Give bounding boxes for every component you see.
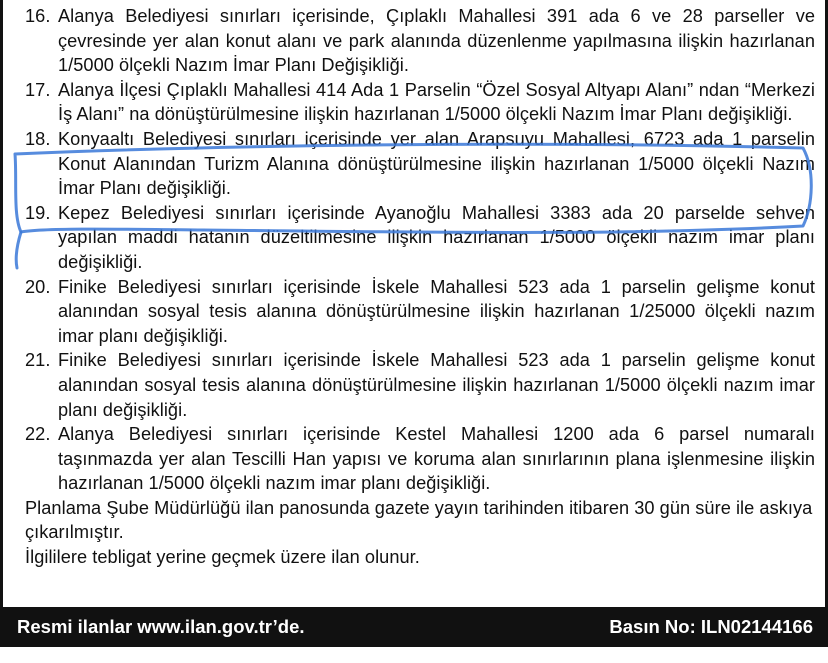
item-number: 20. [25, 276, 51, 297]
item-text: Konyaaltı Belediyesi sınırları içerisinde yer alan Arapsuyu Mahallesi, 6723 ada 1 parselin Konut Alanından Turizm Alanına dönüştürülmesine ilişkin hazırlanan 1/5000 ölçekli Nazım İmar Planı değişikliği. [58, 128, 815, 199]
list-item [25, 422, 815, 496]
item-number: 22. [25, 424, 51, 445]
list-item [25, 275, 815, 349]
footer-website: Resmi ilanlar www.ilan.gov.tr’de. [17, 616, 305, 637]
item-text: Kepez Belediyesi sınırları içerisinde Ayanoğlu Mahallesi 3383 ada 20 parselde sehven yapılan maddi hatanın düzeltilmesine ilişkin hazırlanan 1/5000 ölçekli nazım imar planı değişikliği. [58, 202, 815, 272]
bottom-margin [0, 647, 828, 663]
list-item [25, 348, 815, 422]
announcement-body [25, 4, 815, 570]
item-number: 21. [25, 350, 51, 371]
item-text: Finike Belediyesi sınırları içerisinde İskele Mahallesi 523 ada 1 parselin gelişme konut alanından sosyal tesis alanına dönüştürülmesine ilişkin hazırlanan 1/25000 ölçekli nazım imar planı değişikliği. [58, 276, 815, 346]
list-item [25, 4, 815, 78]
item-text: Finike Belediyesi sınırları içerisinde İskele Mahallesi 523 ada 1 parselin gelişme konut alanından sosyal tesis alanına dönüştürülmesine ilişkin hazırlanan 1/5000 ölçekli nazım imar planı değişikliği. [58, 350, 815, 420]
list-item [25, 78, 815, 127]
item-number: 19. [25, 202, 51, 223]
item-text: Alanya Belediyesi sınırları içerisinde Kestel Mahallesi 1200 ada 6 parsel numaralı taşınmazda yer alan Tescilli Han yapısı ve koruma alan sınırlarının plana işlenmesine ilişkin hazırlanan 1/5000 ölçekli nazım imar planı değişikliği. [58, 424, 815, 494]
item-text: Alanya Belediyesi sınırları içerisinde, Çıplaklı Mahallesi 391 ada 6 ve 28 parseller ve çevresinde yer alan konut alanı ve park alanında düzenlenme yapılmasına ilişkin hazırlanan 1/5000 ölçekli Nazım İmar Planı Değişikliği. [58, 6, 815, 76]
list-item [25, 201, 815, 275]
item-number: 16. [25, 6, 51, 26]
item-text: Alanya İlçesi Çıplaklı Mahallesi 414 Ada 1 Parselin “Özel Sosyal Altyapı Alanı” ndan “Merkezi İş Alanı” na dönüştürülmesine ilişkin hazırlanan 1/5000 ölçekli Nazım İmar Planı değişikliği. [58, 79, 815, 125]
footer-bar [3, 607, 828, 647]
footer-press-number: Basın No: ILN02144166 [609, 616, 813, 637]
list-item-highlighted [25, 127, 815, 201]
closing-paragraph: Planlama Şube Müdürlüğü ilan panosunda gazete yayın tarihinden itibaren 30 gün süre ile askıya çıkarılmıştır. [25, 497, 813, 543]
item-number: 17. [25, 79, 51, 100]
highlight-tail [16, 232, 21, 268]
closing-statement: İlgililere tebligat yerine geçmek üzere ilan olunur. [25, 547, 420, 568]
item-number: 18. [25, 128, 51, 149]
